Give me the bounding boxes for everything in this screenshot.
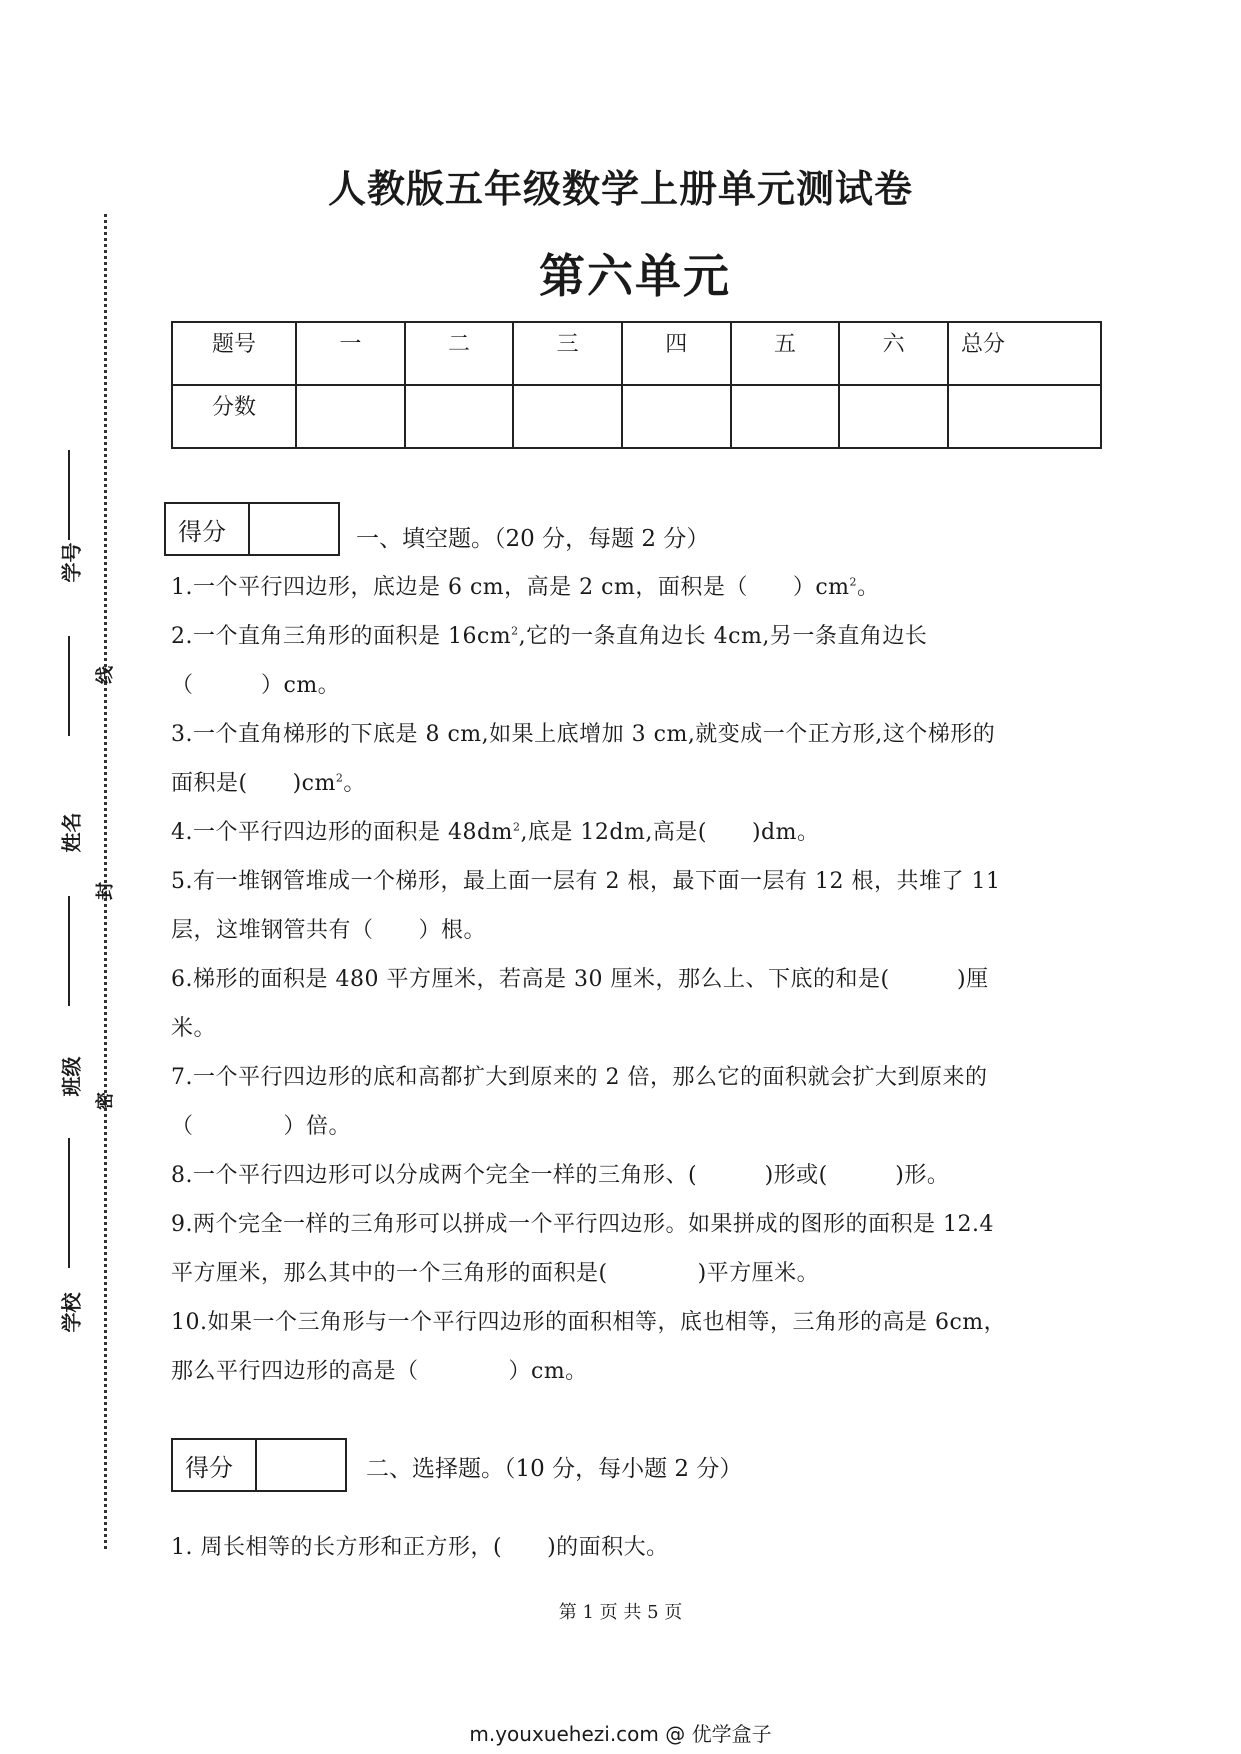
question-3: 3.一个直角梯形的下底是 8 cm,如果上底增加 3 cm,就变成一个正方形,这个梯形的 [171, 722, 996, 747]
table-cell: 三 [513, 322, 622, 385]
name-label: 姓名 [59, 812, 84, 853]
table-cell: 题号 [172, 322, 296, 385]
table-cell: 总分 [948, 322, 1101, 385]
question-9-cont: 平方厘米，那么其中的一个三角形的面积是( )平方厘米。 [171, 1261, 820, 1286]
name-line [68, 636, 70, 736]
section1-score-box [164, 502, 340, 556]
score-blank[interactable] [731, 385, 840, 448]
table-cell: 五 [731, 322, 840, 385]
table-cell: 六 [839, 322, 948, 385]
source-watermark: m.youxuehezi.com @ 优学盒子 [469, 1722, 772, 1746]
question-10: 10.如果一个三角形与一个平行四边形的面积相等，底也相等，三角形的高是 6cm， [171, 1310, 1007, 1335]
choice-question-1: 1. 周长相等的长方形和正方形，( )的面积大。 [171, 1535, 669, 1560]
school-label: 学校 [59, 1292, 84, 1333]
class-label: 班级 [59, 1056, 84, 1097]
question-3-cont: 面积是( )$cm^2$。 [171, 771, 366, 796]
score-blank[interactable] [405, 385, 514, 448]
question-7: 7.一个平行四边形的底和高都扩大到原来的 2 倍，那么它的面积就会扩大到原来的 [171, 1065, 988, 1090]
seal-char-seal: 封 [95, 882, 116, 900]
score-blank[interactable] [839, 385, 948, 448]
score-box-blank[interactable] [250, 504, 338, 554]
question-5: 5.有一堆钢管堆成一个梯形，最上面一层有 2 根，最下面一层有 12 根，共堆了 11 [171, 869, 1001, 894]
score-blank[interactable] [296, 385, 405, 448]
score-box-label: 得分 [173, 1440, 257, 1490]
question-2: 2.一个直角三角形的面积是 $16cm^2$,它的一条直角边长 4cm,另一条直角边长 [171, 624, 928, 649]
seal-char-secret: 密 [95, 1092, 116, 1110]
table-row [172, 385, 1101, 448]
section1-heading: 一、填空题。（20 分，每题 2 分） [356, 526, 710, 552]
score-blank[interactable] [948, 385, 1101, 448]
question-6-cont: 米。 [171, 1016, 217, 1041]
score-blank[interactable] [622, 385, 731, 448]
score-blank[interactable] [513, 385, 622, 448]
score-box-blank[interactable] [257, 1440, 345, 1490]
question-7-cont: （ ）倍。 [171, 1114, 352, 1139]
seal-char-line: 线 [95, 666, 116, 684]
question-2-cont: （ ）cm。 [171, 673, 341, 698]
question-10-cont: 那么平行四边形的高是（ ）cm。 [171, 1359, 588, 1384]
question-5-cont: 层，这堆钢管共有（ ）根。 [171, 918, 487, 943]
page-number: 第 1 页 共 5 页 [558, 1602, 683, 1623]
question-6: 6.梯形的面积是 480 平方厘米，若高是 30 厘米，那么上、下底的和是( )厘 [171, 967, 989, 992]
table-row [172, 322, 1101, 385]
student-id-line [68, 450, 70, 540]
page-title: 人教版五年级数学上册单元测试卷 [327, 167, 913, 211]
class-line [68, 896, 70, 1006]
section2-score-box [171, 1438, 347, 1492]
table-cell: 分数 [172, 385, 296, 448]
score-table [171, 321, 1102, 449]
student-id-label: 学号 [59, 542, 84, 583]
table-cell: 四 [622, 322, 731, 385]
question-9: 9.两个完全一样的三角形可以拼成一个平行四边形。如果拼成的图形的面积是 12.4 [171, 1212, 994, 1237]
question-1: 1.一个平行四边形，底边是 6 cm，高是 2 cm，面积是（ ）$cm^2$。 [171, 575, 880, 600]
table-cell: 一 [296, 322, 405, 385]
table-cell: 二 [405, 322, 514, 385]
school-line [68, 1138, 70, 1268]
unit-title: 第六单元 [539, 249, 731, 303]
question-4: 4.一个平行四边形的面积是 $48dm^2$,底是 12dm,高是( )dm。 [171, 820, 820, 845]
question-8: 8.一个平行四边形可以分成两个完全一样的三角形、( )形或( )形。 [171, 1163, 950, 1188]
section2-heading: 二、选择题。（10 分，每小题 2 分） [366, 1456, 743, 1482]
score-box-label: 得分 [166, 504, 250, 554]
